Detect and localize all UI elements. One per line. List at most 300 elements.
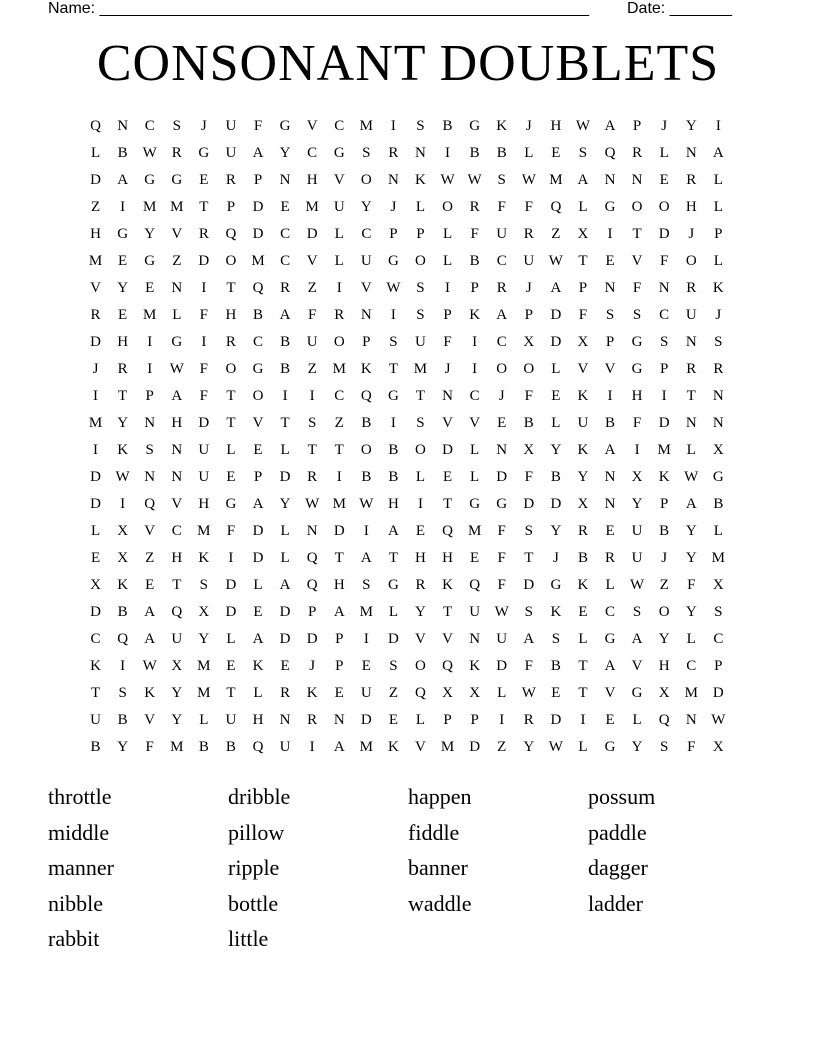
grid-letter: L [578,199,588,215]
header [48,0,748,22]
grid-letter: K [415,172,426,188]
grid-letter: U [333,199,345,215]
grid-letter: X [631,469,643,485]
grid-letter: K [577,388,589,404]
grid-letter: T [578,685,588,701]
grid-letter: D [198,253,210,269]
grid-letter: D [550,334,562,350]
grid-letter: X [577,226,589,242]
grid-letter: I [363,631,369,647]
grid-letter: T [442,496,453,512]
grid-letter: Q [360,388,372,404]
grid-letter: M [440,739,455,755]
grid-row [82,680,732,707]
grid-letter: I [445,145,451,161]
grid-letter: M [359,118,373,134]
grid-letter: C [496,253,507,269]
grid-letter: D [306,631,318,647]
grid-row [82,167,732,194]
grid-letter: Z [90,199,101,215]
grid-letter: W [494,604,509,620]
grid-letter: N [658,280,670,296]
grid-letter: I [445,280,451,296]
grid-letter: L [686,442,696,458]
grid-letter: I [417,496,423,512]
grid-letter: M [549,172,563,188]
grid-letter: L [415,199,426,215]
grid-letter: I [201,334,207,350]
grid-letter: I [309,388,315,404]
grid-letter: R [686,280,697,296]
grid-letter: I [390,415,396,431]
grid-letter: L [442,226,453,242]
grid-letter: H [685,199,697,215]
grid-row [82,437,732,464]
grid-letter: L [713,253,723,269]
grid-letter: D [252,199,264,215]
grid-letter: N [712,415,724,431]
grid-letter: P [335,658,344,674]
grid-letter: T [388,361,398,377]
grid-letter: A [171,388,183,404]
grid-letter: S [605,307,615,323]
grid-letter: J [200,118,207,134]
grid-letter: C [334,118,345,134]
grid-letter: R [523,712,534,728]
grid-letter: F [226,523,236,539]
word-list-item: little [228,926,269,951]
grid-row [82,599,732,626]
grid-letter: I [282,388,288,404]
word-list-row [48,922,788,958]
grid-letter: V [415,739,426,755]
grid-letter: S [632,604,642,620]
grid-letter: L [470,442,480,458]
grid-letter: T [280,415,290,431]
grid-letter: F [524,469,533,485]
grid-row [82,275,732,302]
grid-letter: I [580,712,586,728]
grid-letter: N [171,469,183,485]
grid-letter: B [361,415,372,431]
word-list-row [48,851,788,887]
word-list-item: fiddle [408,819,460,845]
grid-letter: H [90,226,101,242]
grid-letter: C [361,226,372,242]
grid-letter: A [252,631,264,647]
grid-letter: Z [551,226,561,242]
grid-letter: K [442,577,453,593]
grid-letter: V [144,712,156,728]
grid-letter: M [711,550,725,566]
grid-letter: Y [415,604,426,620]
grid-letter: H [550,118,562,134]
grid-letter: R [280,685,291,701]
grid-letter: R [225,172,236,188]
grid-row [82,707,732,734]
grid-letter: M [88,415,103,431]
grid-letter: U [469,604,481,620]
grid-letter: S [199,577,209,593]
grid-letter: S [524,604,533,620]
grid-letter: B [90,739,101,755]
grid-letter: I [336,469,342,485]
grid-letter: Y [171,685,183,701]
grid-letter: A [360,550,372,566]
grid-letter: E [551,145,561,161]
grid-letter: N [306,523,318,539]
grid-letter: G [117,226,129,242]
grid-letter: P [443,307,452,323]
grid-letter: H [306,172,318,188]
grid-letter: B [469,253,480,269]
grid-letter: Y [117,280,129,296]
grid-row [82,356,732,383]
grid-letter: O [496,361,508,377]
grid-letter: I [390,307,396,323]
grid-letter: D [279,631,291,647]
grid-letter: R [307,469,318,485]
grid-letter: D [306,226,318,242]
grid-letter: G [631,361,643,377]
grid-letter: K [577,577,589,593]
grid-letter: B [713,496,724,512]
grid-letter: G [225,496,237,512]
grid-letter: I [607,226,613,242]
grid-letter: M [359,739,373,755]
grid-letter: E [118,307,128,323]
grid-letter: T [199,199,209,215]
grid-letter: D [360,712,372,728]
grid-letter: R [388,145,399,161]
grid-letter: L [334,226,344,242]
grid-letter: G [144,172,156,188]
grid-letter: G [171,172,183,188]
grid-letter: L [172,307,182,323]
grid-letter: F [497,523,506,539]
grid-letter: H [387,496,399,512]
grid-letter: F [145,739,154,755]
word-list-item: middle [48,819,110,845]
grid-letter: U [198,469,210,485]
grid-letter: Q [658,712,670,728]
grid-letter: H [442,550,453,566]
grid-letter: G [469,118,481,134]
grid-letter: U [523,253,535,269]
grid-row [82,626,732,653]
grid-letter: F [497,199,506,215]
grid-letter: P [470,712,479,728]
grid-letter: Q [171,604,183,620]
grid-letter: B [523,415,534,431]
grid-letter: B [550,658,561,674]
grid-letter: M [88,253,103,269]
grid-letter: U [360,253,372,269]
grid-letter: V [442,631,453,647]
grid-letter: E [118,253,128,269]
grid-letter: W [575,118,591,134]
grid-letter: P [605,334,615,350]
grid-letter: N [171,442,183,458]
grid-letter: J [715,307,722,323]
grid-letter: Q [225,226,237,242]
grid-letter: H [252,712,264,728]
word-list [48,780,788,958]
grid-letter: V [442,415,453,431]
word-list-item: happen [408,784,472,809]
grid-letter: R [605,550,616,566]
grid-letter: Q [604,145,616,161]
grid-letter: R [686,361,697,377]
grid-letter: L [686,631,696,647]
grid-letter: L [713,199,723,215]
grid-letter: N [631,172,643,188]
grid-letter: R [469,199,480,215]
grid-letter: I [390,118,396,134]
grid-letter: G [469,496,481,512]
grid-letter: B [117,712,128,728]
grid-letter: V [415,631,426,647]
grid-letter: X [523,334,535,350]
grid-letter: Q [117,631,129,647]
grid-letter: J [498,388,505,404]
grid-letter: E [415,523,426,539]
grid-letter: I [634,442,640,458]
word-list-item: paddle [588,819,647,845]
grid-letter: Y [171,712,183,728]
grid-letter: P [660,361,669,377]
grid-letter: A [712,145,724,161]
grid-letter: G [171,334,183,350]
grid-letter: E [226,469,236,485]
grid-row [82,518,732,545]
grid-letter: I [336,280,342,296]
grid-letter: E [442,469,453,485]
grid-letter: E [334,685,344,701]
grid-letter: E [605,523,615,539]
grid-letter: E [199,172,209,188]
grid-letter: S [632,307,642,323]
grid-letter: P [443,712,452,728]
grid-letter: N [415,145,426,161]
grid-letter: O [225,361,237,377]
grid-letter: D [496,469,508,485]
grid-letter: N [333,712,345,728]
grid-letter: A [144,604,156,620]
grid-letter: P [226,199,236,215]
grid-letter: X [523,442,535,458]
grid-row [82,491,732,518]
grid-letter: N [171,280,183,296]
grid-letter: L [578,739,588,755]
grid-letter: R [90,307,101,323]
grid-letter: V [306,253,318,269]
grid-letter: T [388,550,398,566]
grid-letter: Y [685,550,697,566]
grid-letter: U [225,712,237,728]
grid-letter: K [117,577,129,593]
grid-letter: B [577,550,588,566]
grid-letter: E [253,604,263,620]
grid-letter: J [525,118,532,134]
grid-letter: V [469,415,481,431]
grid-letter: C [307,145,318,161]
grid-letter: E [388,712,398,728]
grid-letter: K [469,307,481,323]
grid-letter: H [415,550,426,566]
grid-letter: X [712,577,724,593]
grid-letter: R [496,280,507,296]
grid-letter: Y [631,496,643,512]
grid-letter: I [147,361,153,377]
grid-letter: E [226,658,236,674]
grid-letter: I [93,388,99,404]
date-field-label: Date: _______ [627,0,732,17]
grid-letter: Q [252,739,264,755]
grid-letter: U [225,118,237,134]
grid-letter: N [604,172,616,188]
grid-letter: I [120,658,126,674]
grid-letter: K [144,685,156,701]
grid-letter: T [524,550,534,566]
grid-letter: G [496,496,508,512]
word-list-item: manner [48,855,114,880]
word-list-item: bottle [228,890,279,916]
grid-letter: C [659,307,670,323]
grid-letter: F [524,199,533,215]
grid-letter: W [548,739,563,755]
grid-row [82,248,732,275]
grid-letter: V [90,280,101,296]
grid-letter: E [659,172,669,188]
grid-letter: G [387,388,399,404]
grid-letter: D [523,577,535,593]
grid-letter: V [360,280,372,296]
grid-letter: D [550,496,562,512]
grid-letter: B [198,739,209,755]
grid-letter: G [279,118,291,134]
grid-letter: K [306,685,318,701]
grid-letter: D [198,415,210,431]
grid-letter: O [333,334,345,350]
grid-letter: D [279,604,291,620]
grid-letter: I [499,712,505,728]
grid-letter: M [197,658,211,674]
grid-letter: U [225,145,237,161]
grid-letter: U [577,415,589,431]
grid-letter: A [496,307,508,323]
grid-letter: N [685,334,697,350]
grid-letter: T [632,226,642,242]
grid-letter: B [117,145,128,161]
grid-letter: M [305,199,319,215]
grid-letter: U [685,307,697,323]
grid-letter: T [226,415,236,431]
grid-letter: F [443,334,452,350]
grid-letter: K [387,739,399,755]
grid-letter: M [170,739,184,755]
grid-letter: V [252,415,264,431]
grid-letter: H [333,577,345,593]
word-list-item: pillow [228,819,285,845]
grid-letter: N [387,172,399,188]
grid-row [82,464,732,491]
grid-letter: K [252,658,264,674]
grid-letter: L [226,442,236,458]
word-list-item: dribble [228,784,291,809]
word-list-item: ladder [588,890,643,916]
grid-row [82,734,732,761]
grid-row [82,140,732,167]
grid-row [82,194,732,221]
grid-letter: E [605,253,615,269]
grid-letter: U [631,523,643,539]
grid-letter: W [630,577,645,593]
grid-letter: M [197,685,211,701]
grid-letter: X [198,604,210,620]
grid-letter: L [632,712,642,728]
grid-letter: P [714,658,723,674]
grid-letter: G [604,631,616,647]
grid-letter: O [523,361,535,377]
grid-letter: W [115,469,130,485]
grid-letter: U [279,739,291,755]
grid-letter: P [145,388,154,404]
grid-letter: Y [117,739,129,755]
grid-letter: I [228,550,234,566]
grid-letter: C [90,631,101,647]
grid-letter: K [117,442,129,458]
grid-letter: X [712,739,724,755]
grid-letter: N [360,307,372,323]
word-list-row [48,816,788,852]
grid-letter: O [360,442,372,458]
grid-letter: E [551,685,561,701]
grid-letter: S [307,415,317,431]
grid-letter: O [658,604,670,620]
grid-letter: U [631,550,643,566]
grid-letter: B [469,145,480,161]
grid-letter: Z [334,415,344,431]
grid-letter: P [632,118,642,134]
word-list-item: throttle [48,784,112,809]
grid-letter: S [416,415,425,431]
grid-letter: M [359,604,373,620]
grid-letter: B [117,604,128,620]
grid-letter: A [523,631,535,647]
grid-letter: W [521,172,536,188]
grid-letter: L [388,604,398,620]
grid-letter: A [333,604,345,620]
grid-letter: U [360,685,372,701]
grid-letter: B [253,307,264,323]
grid-letter: V [631,253,643,269]
grid-letter: W [521,685,536,701]
grid-letter: F [199,388,209,404]
grid-letter: L [90,523,101,539]
grid-letter: W [467,172,482,188]
letter-grid [82,113,732,761]
grid-letter: C [605,604,616,620]
grid-letter: V [171,226,183,242]
grid-letter: A [252,496,264,512]
grid-letter: Y [198,631,210,647]
grid-letter: E [470,550,480,566]
grid-letter: P [253,172,263,188]
grid-letter: F [199,307,209,323]
grid-letter: Q [550,199,562,215]
grid-letter: O [685,253,697,269]
